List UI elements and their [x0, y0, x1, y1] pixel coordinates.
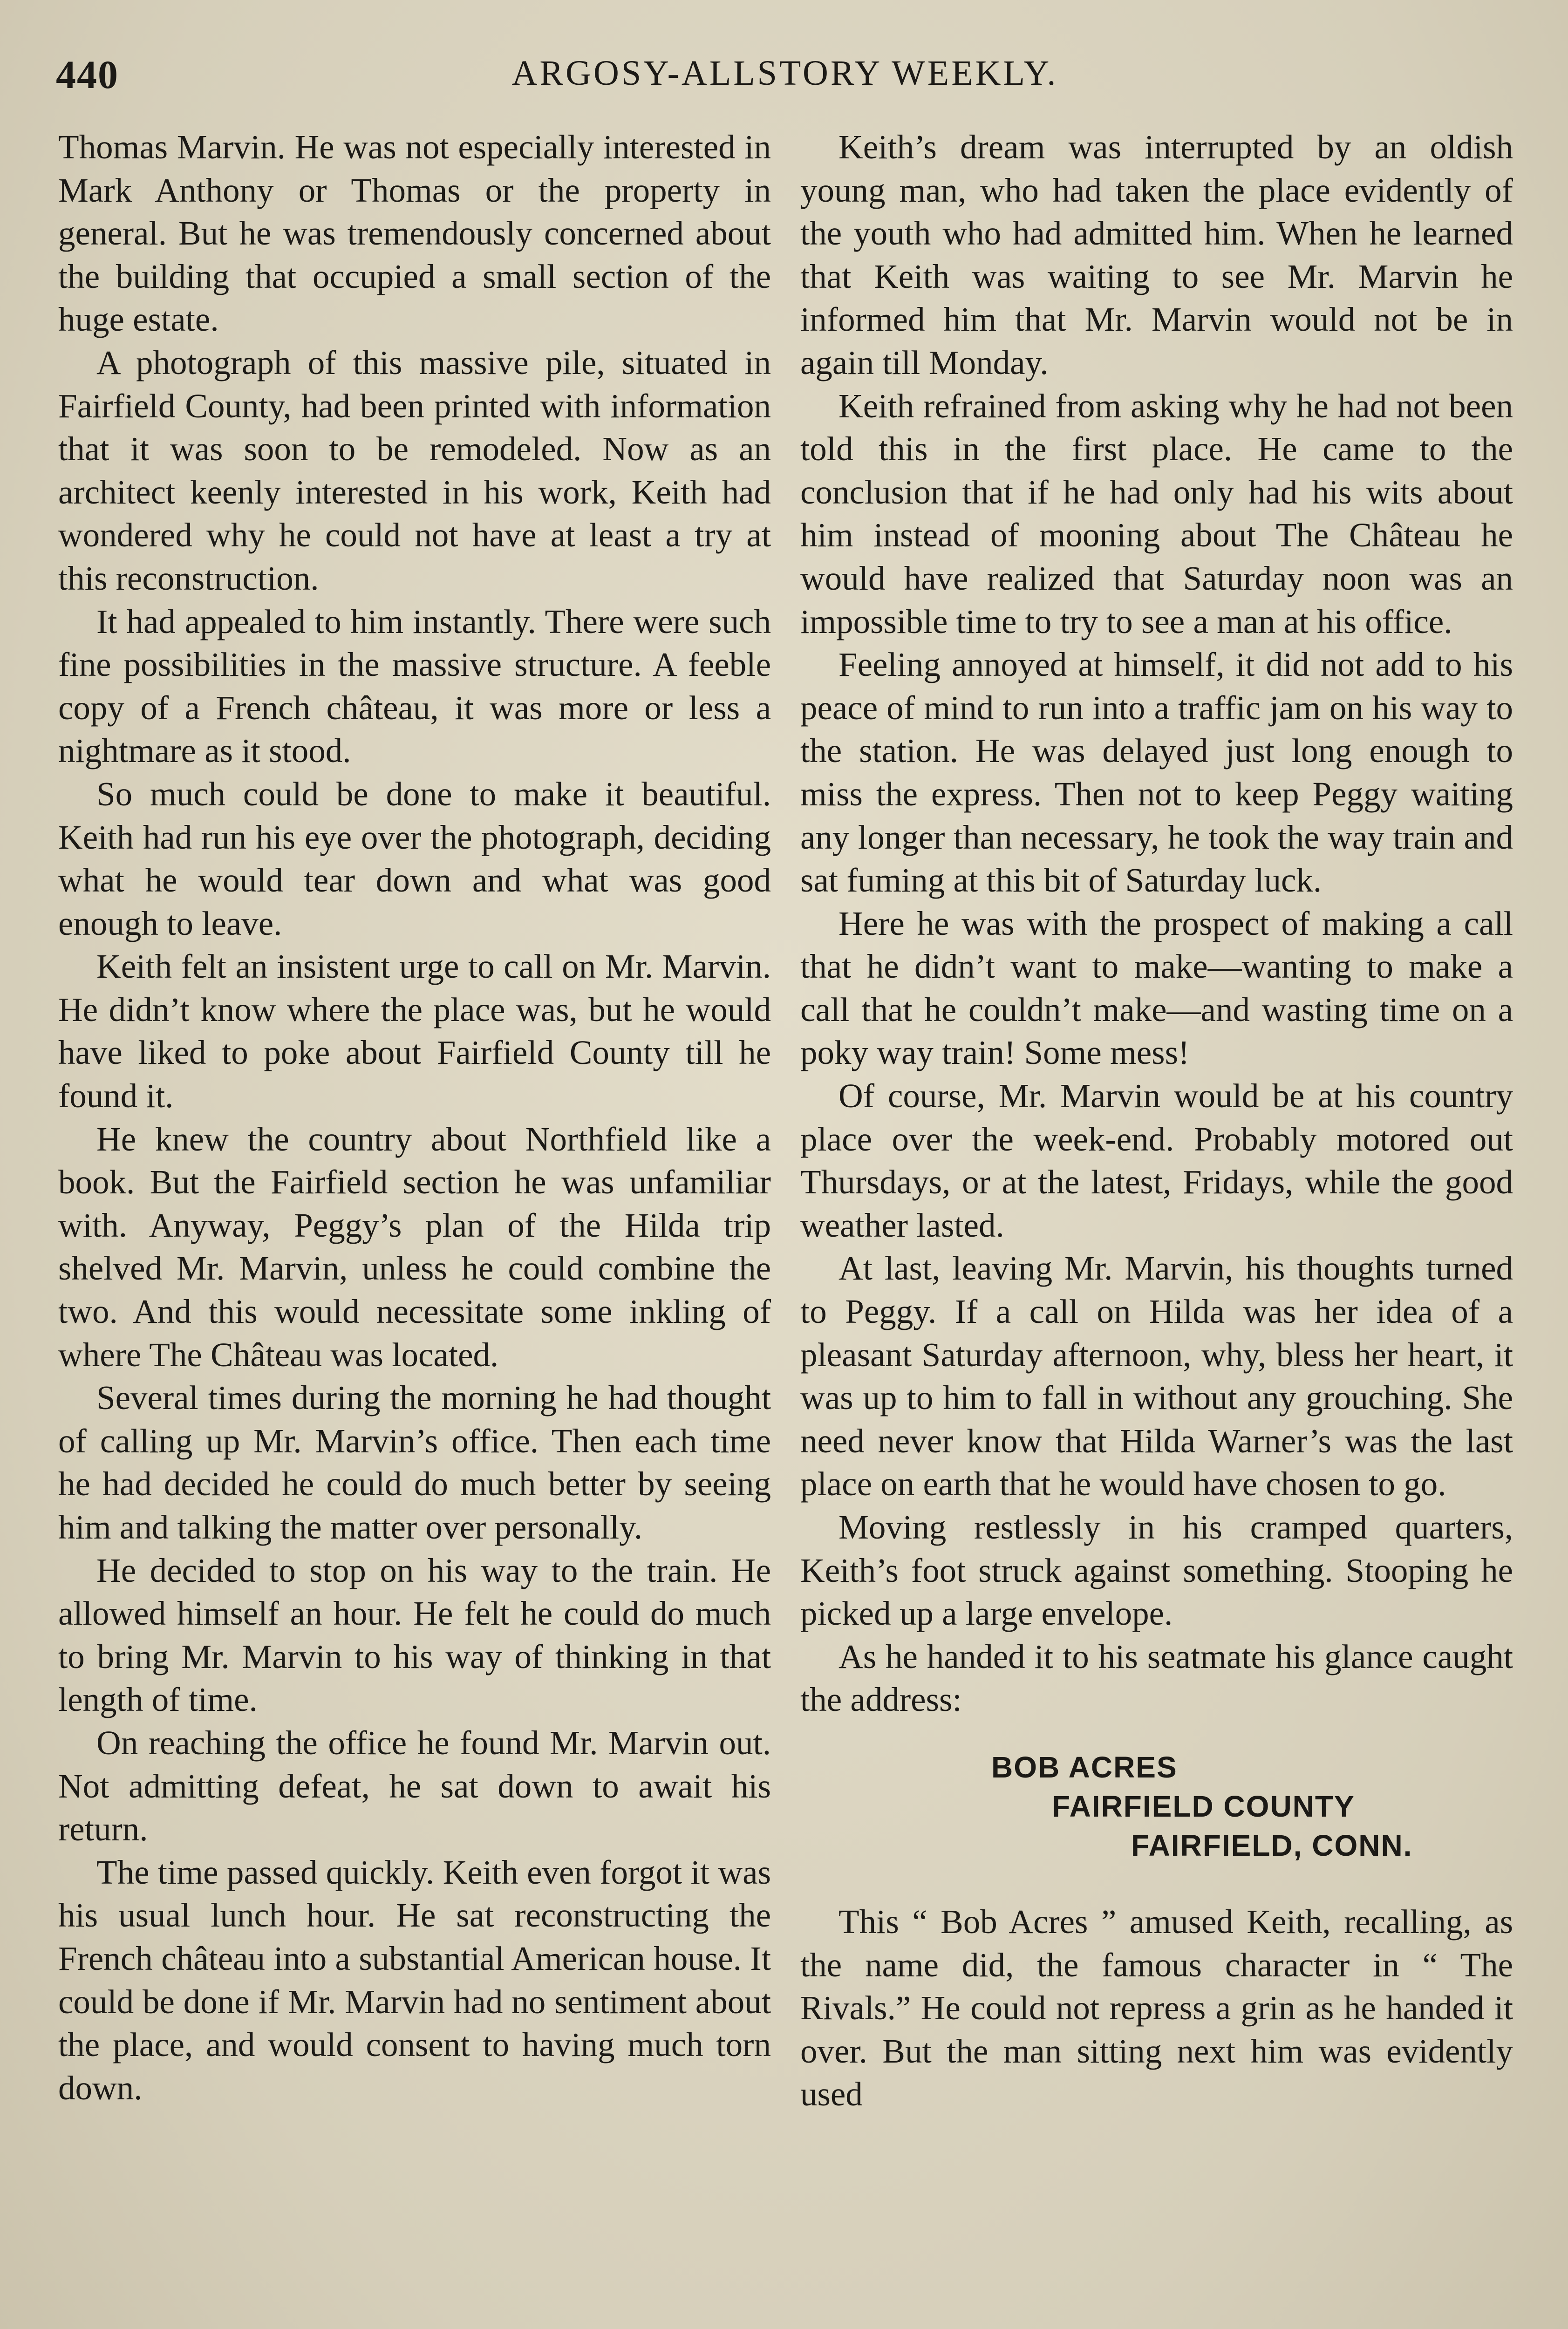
- paragraph: Of course, Mr. Marvin would be at his country place over the week-end. Probably motored out Thursdays, or at the latest, Fridays, while the good weather lasted.: [800, 1077, 1513, 1244]
- paragraph: As he handed it to his seatmate his glance caught the address:: [800, 1637, 1513, 1719]
- paragraph: Here he was with the prospect of making a call that he didn’t want to make—wanting to make a call that he couldn’t make—and wasting time on a poky way train! Some mess!: [800, 904, 1513, 1072]
- page-number: 440: [56, 52, 119, 97]
- paragraph: Feeling annoyed at himself, it did not add to his peace of mind to run into a traffic jam on his way to the station. He was delayed just long enough to miss the express. Then not to keep Peggy waiting any longer than necessary, he took the way train and sat fuming at this bit of Saturday luck.: [800, 646, 1513, 899]
- paragraph: Keith felt an insistent urge to call on Mr. Marvin. He didn’t know where the place was, but he would have liked to poke about Fairfield County till he found it.: [58, 947, 771, 1115]
- paragraph: He decided to stop on his way to the train. He allowed himself an hour. He felt he could do much to bring Mr. Marvin to his way of thinking in that length of time.: [58, 1551, 771, 1719]
- paragraph: Thomas Marvin. He was not especially interested in Mark Anthony or Thomas or the property in general. But he was tremendously concerned about the building that occupied a small section of the huge estate.: [58, 128, 771, 339]
- paragraph: The time passed quickly. Keith even forgot it was his usual lunch hour. He sat reconstructing the French château into a substantial American house. It could be done if Mr. Marvin had no sentiment about the place, and would consent to having much torn down.: [58, 1853, 771, 2107]
- address-line-name: BOB ACRES: [991, 1750, 1178, 1784]
- right-column: [800, 126, 1513, 2116]
- envelope-address: [800, 1748, 1513, 1865]
- paragraph: At last, leaving Mr. Marvin, his thoughts turned to Peggy. If a call on Hilda was her idea of a pleasant Saturday afternoon, why, bless her heart, it was up to him to fall in without any grouching. She need never know that Hilda Warner’s was the last place on earth that he would have chosen to go.: [800, 1249, 1513, 1503]
- paragraph: It had appealed to him instantly. There were such fine possibilities in the massive structure. A feeble copy of a French château, it was more or less a nightmare as it stood.: [58, 602, 771, 770]
- address-line-county: FAIRFIELD COUNTY: [1052, 1789, 1355, 1823]
- running-head: [56, 51, 1514, 102]
- paragraph: Moving restlessly in his cramped quarters, Keith’s foot struck against something. Stooping he picked up a large envelope.: [800, 1508, 1513, 1633]
- paragraph: A photograph of this massive pile, situated in Fairfield County, had been printed with information that it was soon to be remodeled. Now as an architect keenly interested in his work, Keith had wondered why he could not have at least a try at this reconstruction.: [58, 343, 771, 597]
- address-line-town: FAIRFIELD, CONN.: [1131, 1828, 1413, 1862]
- left-column: [58, 126, 771, 2110]
- paragraph: This “ Bob Acres ” amused Keith, recalling, as the name did, the famous character in “ The Rivals.” He could not repress a grin as he handed it over. But the man sitting next him was evidently used: [800, 1902, 1513, 2113]
- paragraph: On reaching the office he found Mr. Marvin out. Not admitting defeat, he sat down to await his return.: [58, 1723, 771, 1848]
- paragraph: So much could be done to make it beautiful. Keith had run his eye over the photograph, deciding what he would tear down and what was good enough to leave.: [58, 775, 771, 942]
- paragraph: He knew the country about Northfield like a book. But the Fairfield section he was unfamiliar with. Anyway, Peggy’s plan of the Hilda trip shelved Mr. Marvin, unless he could combine the two. And this would necessitate some inkling of where The Château was located.: [58, 1120, 771, 1374]
- paragraph: Keith refrained from asking why he had not been told this in the first place. He came to the conclusion that if he had only had his wits about him instead of mooning about The Château he would have realized that Saturday noon was an impossible time to try to see a man at his office.: [800, 387, 1513, 640]
- journal-title: ARGOSY-ALLSTORY WEEKLY.: [511, 54, 1058, 93]
- paragraph: Keith’s dream was interrupted by an oldish young man, who had taken the place evidently of the youth who had admitted him. When he learned that Keith was waiting to see Mr. Marvin he informed him that Mr. Marvin would not be in again till Monday.: [800, 128, 1513, 381]
- paragraph: Several times during the morning he had thought of calling up Mr. Marvin’s office. Then each time he had decided he could do much better by seeing him and talking the matter over personally.: [58, 1379, 771, 1546]
